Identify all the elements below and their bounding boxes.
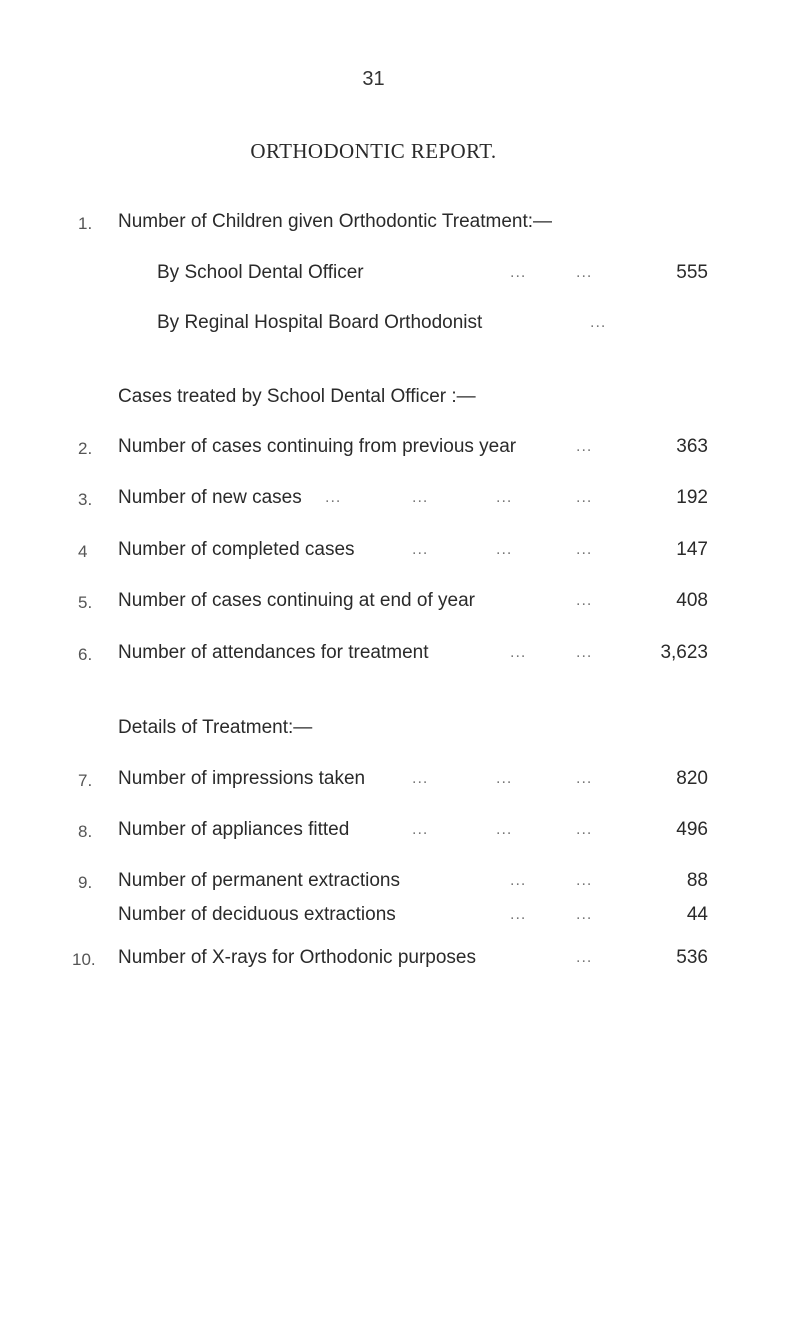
item-number: 5. xyxy=(78,593,93,612)
leader-dots: ... xyxy=(576,438,593,455)
leader-dots: ... xyxy=(496,489,513,506)
item-number: 7. xyxy=(78,771,93,790)
leader-dots: ... xyxy=(576,770,593,787)
item-number: 2. xyxy=(78,439,93,458)
item-label: Number of permanent extractions xyxy=(118,870,400,891)
item-value: 88 xyxy=(686,870,708,891)
leader-dots: ... xyxy=(510,264,527,281)
sub-item-label: By Reginal Hospital Board Orthodonist xyxy=(157,312,483,333)
section-heading-details: Details of Treatment:— xyxy=(118,717,313,738)
item-value: 408 xyxy=(676,590,708,611)
leader-dots: ... xyxy=(576,949,593,966)
leader-dots: ... xyxy=(496,770,513,787)
leader-dots: ... xyxy=(576,541,593,558)
item-value: 44 xyxy=(686,904,708,925)
leader-dots: ... xyxy=(325,489,342,506)
item-label: Number of appliances fitted xyxy=(118,819,350,840)
item-number: 10. xyxy=(72,950,96,969)
item-number: 4 xyxy=(78,542,88,561)
item-label: Number of cases continuing at end of year xyxy=(118,590,475,611)
leader-dots: ... xyxy=(412,489,429,506)
leader-dots: ... xyxy=(576,821,593,838)
leader-dots: ... xyxy=(510,644,527,661)
item-label: Number of cases continuing from previous year xyxy=(118,436,517,457)
item-label: Number of new cases xyxy=(118,487,302,508)
leader-dots: ... xyxy=(576,872,593,889)
leader-dots: ... xyxy=(576,592,593,609)
leader-dots: ... xyxy=(576,264,593,281)
item-number: 3. xyxy=(78,490,93,509)
item-label: Number of completed cases xyxy=(118,539,355,560)
item-number: 1. xyxy=(78,214,93,233)
leader-dots: ... xyxy=(412,770,429,787)
page-number: 31 xyxy=(362,68,385,90)
section-heading-cases: Cases treated by School Dental Officer :— xyxy=(118,386,476,407)
item-value: 147 xyxy=(676,539,708,560)
leader-dots: ... xyxy=(496,541,513,558)
leader-dots: ... xyxy=(590,314,607,331)
item-value: 820 xyxy=(676,768,708,789)
leader-dots: ... xyxy=(412,821,429,838)
leader-dots: ... xyxy=(496,821,513,838)
leader-dots: ... xyxy=(576,906,593,923)
item-value: 496 xyxy=(676,819,708,840)
leader-dots: ... xyxy=(576,489,593,506)
item-label: Number of impressions taken xyxy=(118,768,366,789)
item-value: 536 xyxy=(676,947,708,968)
item-number: 9. xyxy=(78,873,93,892)
item-value: 555 xyxy=(676,262,708,283)
item-label: Number of deciduous extractions xyxy=(118,904,396,925)
sub-item-label: By School Dental Officer xyxy=(157,262,364,283)
item-value: 3,623 xyxy=(660,642,708,663)
item-label: Number of Children given Orthodontic Treatment:— xyxy=(118,211,553,232)
item-label: Number of X-rays for Orthodonic purposes xyxy=(118,947,476,968)
item-number: 8. xyxy=(78,822,93,841)
item-value: 363 xyxy=(676,436,708,457)
item-number: 6. xyxy=(78,645,93,664)
leader-dots: ... xyxy=(510,906,527,923)
leader-dots: ... xyxy=(510,872,527,889)
item-label: Number of attendances for treatment xyxy=(118,642,429,663)
item-value: 192 xyxy=(676,487,708,508)
leader-dots: ... xyxy=(412,541,429,558)
leader-dots: ... xyxy=(576,644,593,661)
page-title: ORTHODONTIC REPORT. xyxy=(250,139,497,163)
